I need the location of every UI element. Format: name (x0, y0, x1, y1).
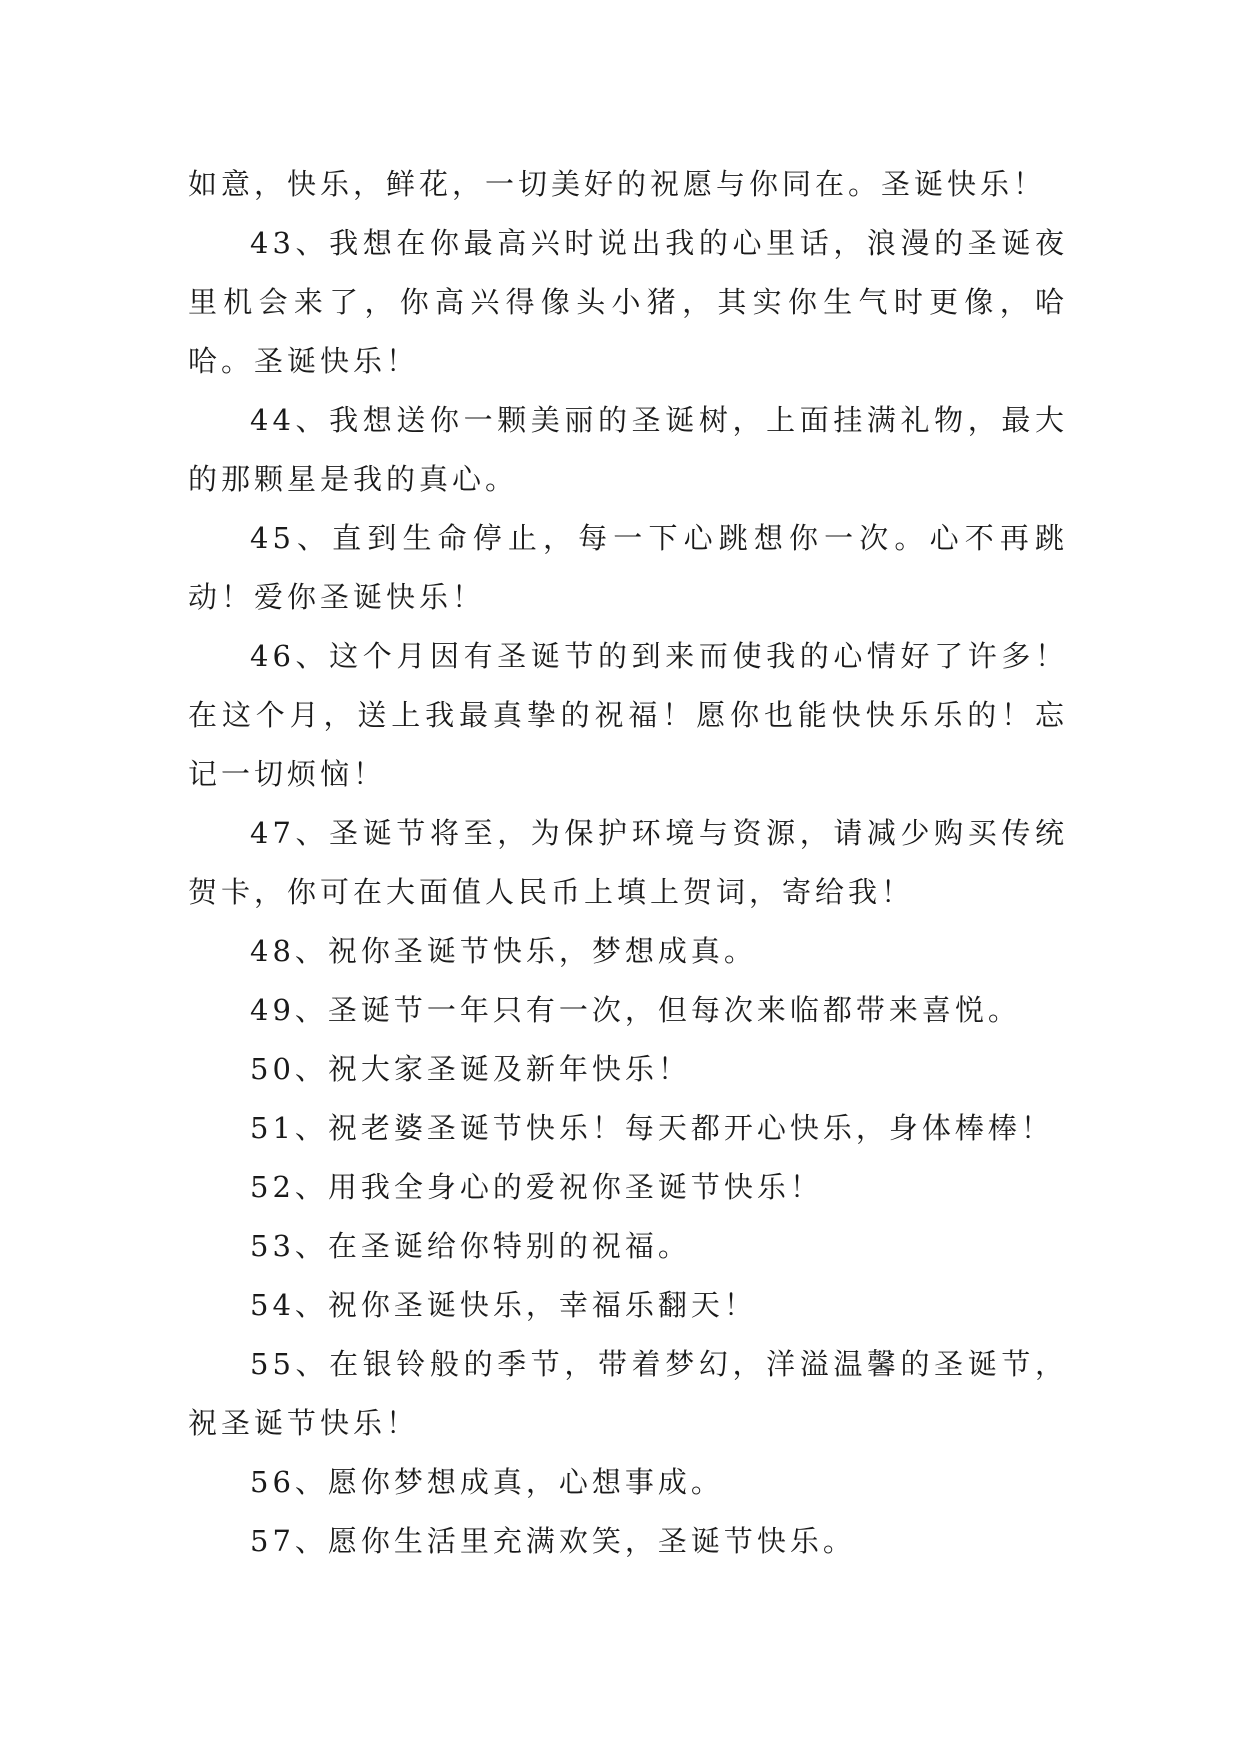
paragraph-47: 47、圣诞节将至，为保护环境与资源，请减少购买传统贺卡，你可在大面值人民币上填上贺词，寄给我！ (188, 816, 1068, 909)
paragraph-54: 54、祝你圣诞快乐，幸福乐翻天！ (250, 1288, 757, 1322)
paragraph-48: 48、祝你圣诞节快乐，梦想成真。 (250, 934, 757, 968)
paragraph-43: 43、我想在你最高兴时说出我的心里话，浪漫的圣诞夜里机会来了，你高兴得像头小猪，其实你生气时更像，哈哈。圣诞快乐！ (188, 226, 1068, 378)
paragraph-55: 55、在银铃般的季节，带着梦幻，洋溢温馨的圣诞节，祝圣诞节快乐！ (188, 1347, 1068, 1440)
paragraph-57: 57、愿你生活里充满欢笑，圣诞节快乐。 (250, 1524, 856, 1558)
document-body (188, 155, 1068, 1571)
paragraph-52: 52、用我全身心的爱祝你圣诞节快乐！ (250, 1170, 823, 1204)
paragraph-45: 45、直到生命停止，每一下心跳想你一次。心不再跳动！爱你圣诞快乐！ (188, 521, 1068, 614)
paragraph-56: 56、愿你梦想成真，心想事成。 (250, 1465, 724, 1499)
paragraph-49: 49、圣诞节一年只有一次，但每次来临都带来喜悦。 (250, 993, 1021, 1027)
paragraph-51: 51、祝老婆圣诞节快乐！每天都开心快乐，身体棒棒！ (250, 1111, 1054, 1145)
paragraph-46: 46、这个月因有圣诞节的到来而使我的心情好了许多！在这个月，送上我最真挚的祝福！愿你也能快快乐乐的！忘记一切烦恼！ (188, 639, 1068, 791)
paragraph-50: 50、祝大家圣诞及新年快乐！ (250, 1052, 691, 1086)
paragraph-44: 44、我想送你一颗美丽的圣诞树，上面挂满礼物，最大的那颗星是我的真心。 (188, 403, 1068, 496)
paragraph-53: 53、在圣诞给你特别的祝福。 (250, 1229, 691, 1263)
paragraph-continuation: 如意，快乐，鲜花，一切美好的祝愿与你同在。圣诞快乐！ (188, 167, 1047, 201)
